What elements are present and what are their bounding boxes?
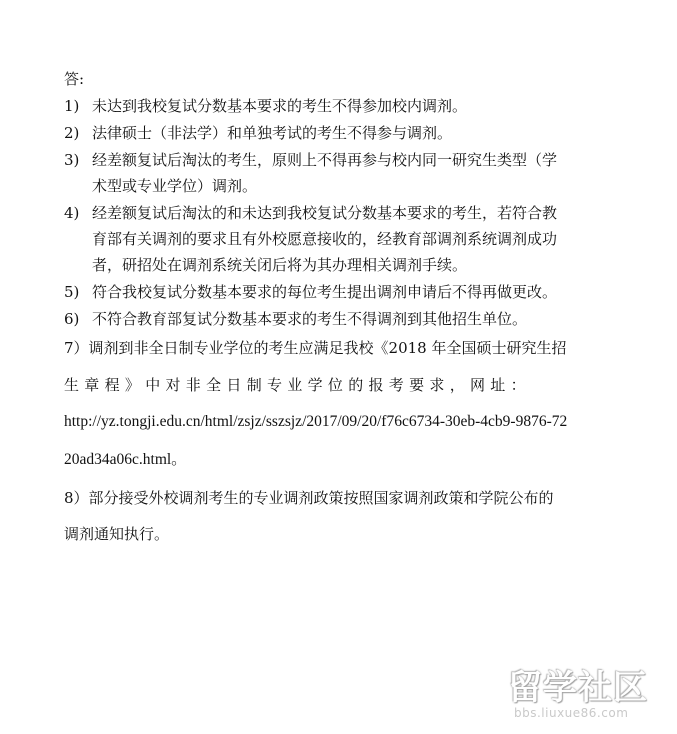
paragraph-8-line-1: 8）部分接受外校调剂考生的专业调剂政策按照国家调剂政策和学院公布的 xyxy=(64,489,554,507)
list-item-1 xyxy=(64,97,467,115)
paragraph-8-line-2: 调剂通知执行。 xyxy=(64,525,170,543)
paragraph-7-line-1: 7）调剂到非全日制专业学位的考生应满足我校《2018 年全国硕士研究生招 xyxy=(64,339,567,357)
item-text: 未达到我校复试分数基本要求的考生不得参加校内调剂。 xyxy=(92,97,468,115)
item-number: 3) xyxy=(64,151,80,169)
list-item-4-continuation: 者，研招处在调剂系统关闭后将为其办理相关调剂手续。 xyxy=(92,256,468,274)
item-text: 符合我校复试分数基本要求的每位考生提出调剂申请后不得再做更改。 xyxy=(92,283,558,301)
list-item-4 xyxy=(64,204,557,222)
paragraph-7-line-2: 生章程》中对非全日制专业学位的报考要求，网址： xyxy=(64,376,531,394)
answer-heading: 答: xyxy=(64,70,85,88)
item-text: 法律硕士（非法学）和单独考试的考生不得参与调剂。 xyxy=(92,124,453,142)
item-number: 6) xyxy=(64,310,80,328)
item-number: 4) xyxy=(64,204,80,222)
paragraph-7-url-line-1: http://yz.tongji.edu.cn/html/zsjz/sszsjz/2017/09/20/f76c6734-30eb-4cb9-9876-72 xyxy=(64,413,568,430)
list-item-2 xyxy=(64,124,452,142)
list-item-5 xyxy=(64,283,557,301)
list-item-4-continuation: 育部有关调剂的要求且有外校愿意接收的，经教育部调剂系统调剂成功 xyxy=(92,230,558,248)
item-number: 5) xyxy=(64,283,80,301)
item-number: 2) xyxy=(64,124,80,142)
item-number: 1) xyxy=(64,97,80,115)
item-text: 经差额复试后淘汰的考生，原则上不得再参与校内同一研究生类型（学 xyxy=(92,151,558,169)
watermark-title: 留学社区 xyxy=(508,668,648,708)
paragraph-7-url-line-2: 20ad34a06c.html。 xyxy=(64,451,187,468)
list-item-3 xyxy=(64,151,557,169)
list-item-3-continuation: 术型或专业学位）调剂。 xyxy=(92,177,258,195)
item-text: 不符合教育部复试分数基本要求的考生不得调剂到其他招生单位。 xyxy=(92,310,528,328)
watermark-logo xyxy=(508,668,668,728)
watermark-url: bbs.liuxue86.com xyxy=(514,706,629,720)
item-text: 经差额复试后淘汰的和未达到我校复试分数基本要求的考生，若符合教 xyxy=(92,204,558,222)
list-item-6 xyxy=(64,310,527,328)
